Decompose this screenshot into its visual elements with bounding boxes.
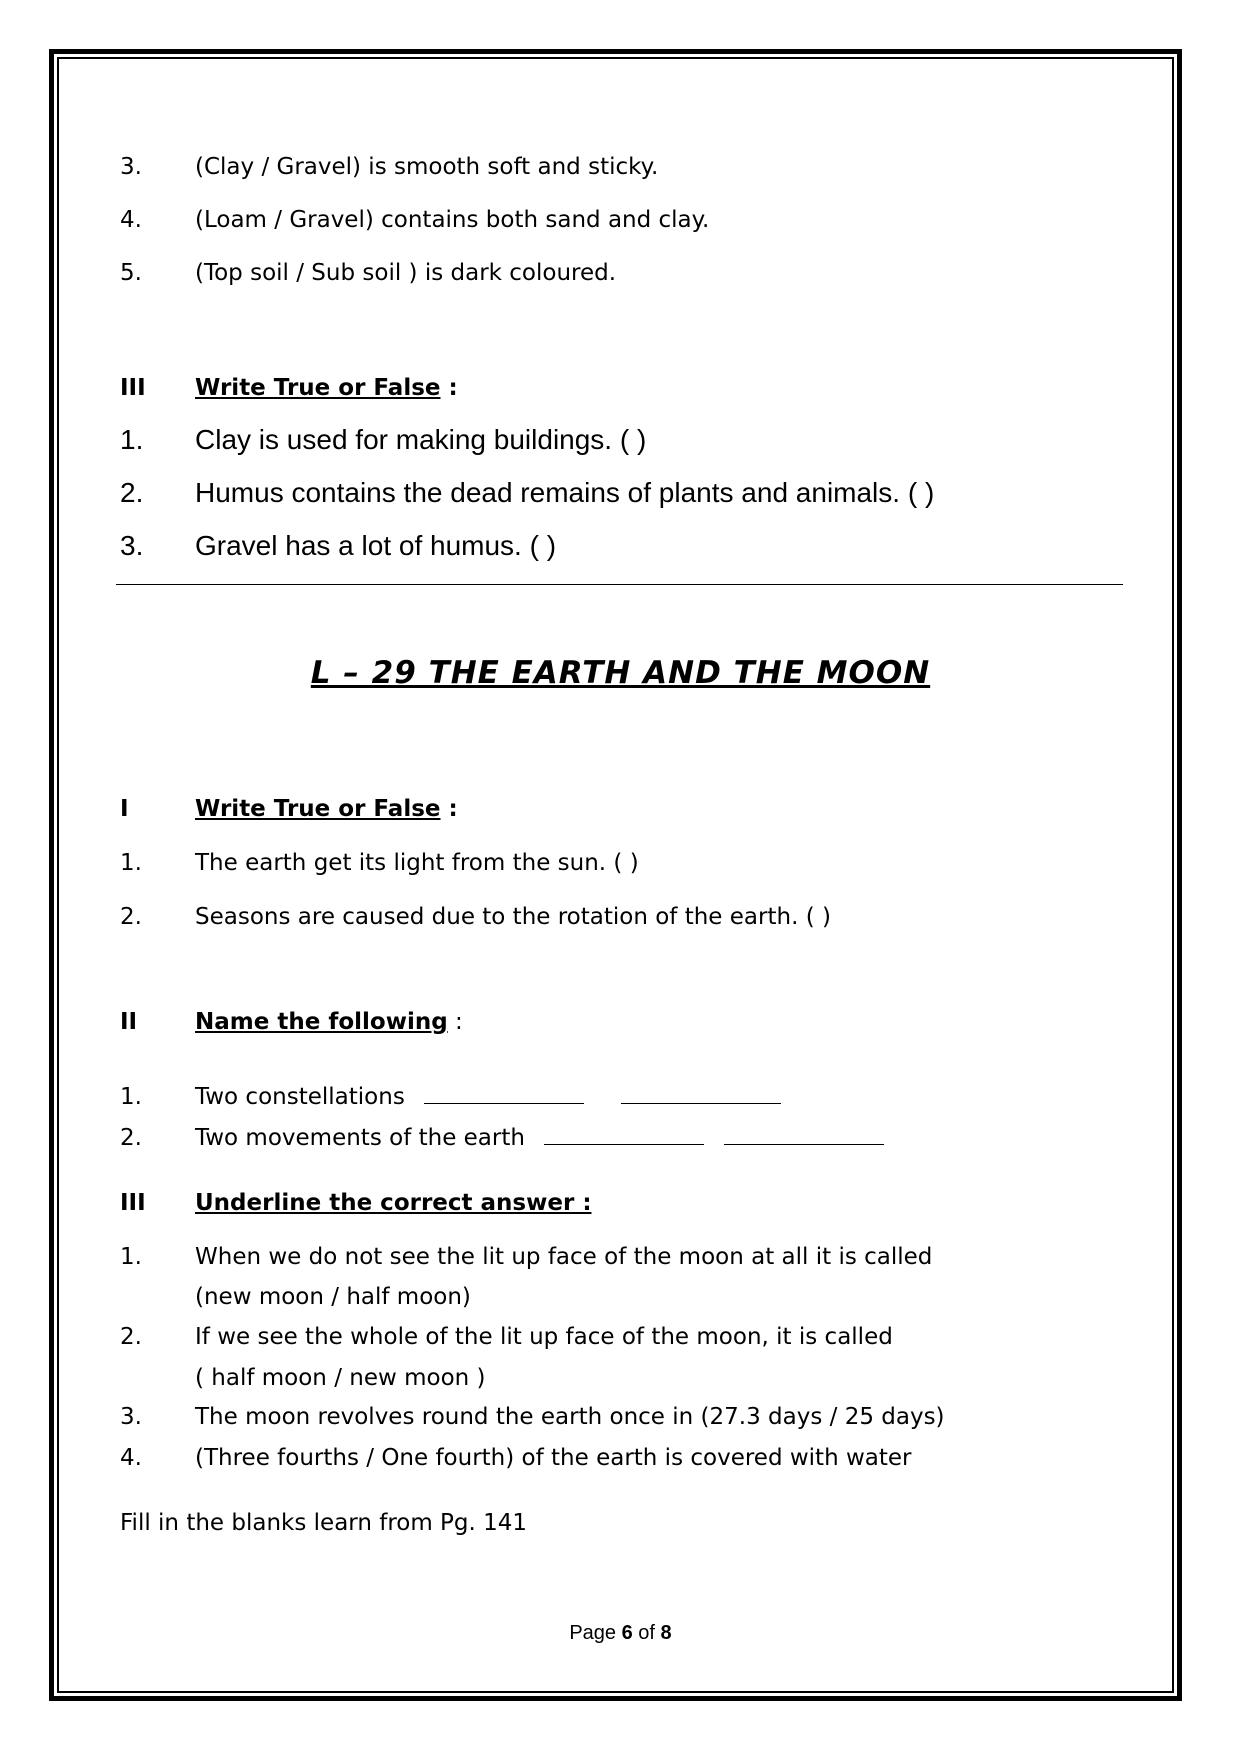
section-heading: II Name the following : xyxy=(120,1009,463,1035)
section-heading: III Underline the correct answer : xyxy=(120,1190,592,1216)
page-footer: Page 6 of 8 xyxy=(569,1622,672,1644)
list-item: 2. If we see the whole of the lit up face of the moon, it is called xyxy=(120,1324,893,1350)
answer-blank xyxy=(724,1118,884,1145)
section-heading: III Write True or False : xyxy=(120,375,458,401)
list-item: 4. (Three fourths / One fourth) of the earth is covered with water xyxy=(120,1445,912,1471)
list-item: 2. Humus contains the dead remains of plants and animals. ( ) xyxy=(120,477,935,508)
section-heading: I Write True or False : xyxy=(120,796,458,822)
list-item: 2. Seasons are caused due to the rotation of the earth. ( ) xyxy=(120,904,831,930)
list-item: 3. The moon revolves round the earth once in (27.3 days / 25 days) xyxy=(120,1404,945,1430)
answer-blank xyxy=(424,1077,584,1104)
answer-blank xyxy=(621,1077,781,1104)
list-item: 1. When we do not see the lit up face of the moon at all it is called xyxy=(120,1244,933,1270)
section-divider xyxy=(116,584,1123,585)
list-item: 1. The earth get its light from the sun. ( ) xyxy=(120,850,639,876)
list-item-continuation: (new moon / half moon) xyxy=(195,1284,471,1310)
list-item: 3. Gravel has a lot of humus. ( ) xyxy=(120,530,557,561)
note-text: Fill in the blanks learn from Pg. 141 xyxy=(120,1510,528,1536)
list-item-continuation: ( half moon / new moon ) xyxy=(195,1365,486,1391)
list-item: 1. Clay is used for making buildings. ( ) xyxy=(120,424,647,455)
answer-blank xyxy=(544,1118,704,1145)
list-item: 2. Two movements of the earth xyxy=(120,1118,1121,1158)
list-item: 4. (Loam / Gravel) contains both sand and clay. xyxy=(120,207,710,233)
list-item: 3. (Clay / Gravel) is smooth soft and sticky. xyxy=(120,154,659,180)
list-item: 5. (Top soil / Sub soil ) is dark coloured. xyxy=(120,260,617,286)
list-item: 1. Two constellations xyxy=(120,1077,1121,1117)
lesson-title: L – 29 THE EARTH AND THE MOON xyxy=(310,655,931,691)
